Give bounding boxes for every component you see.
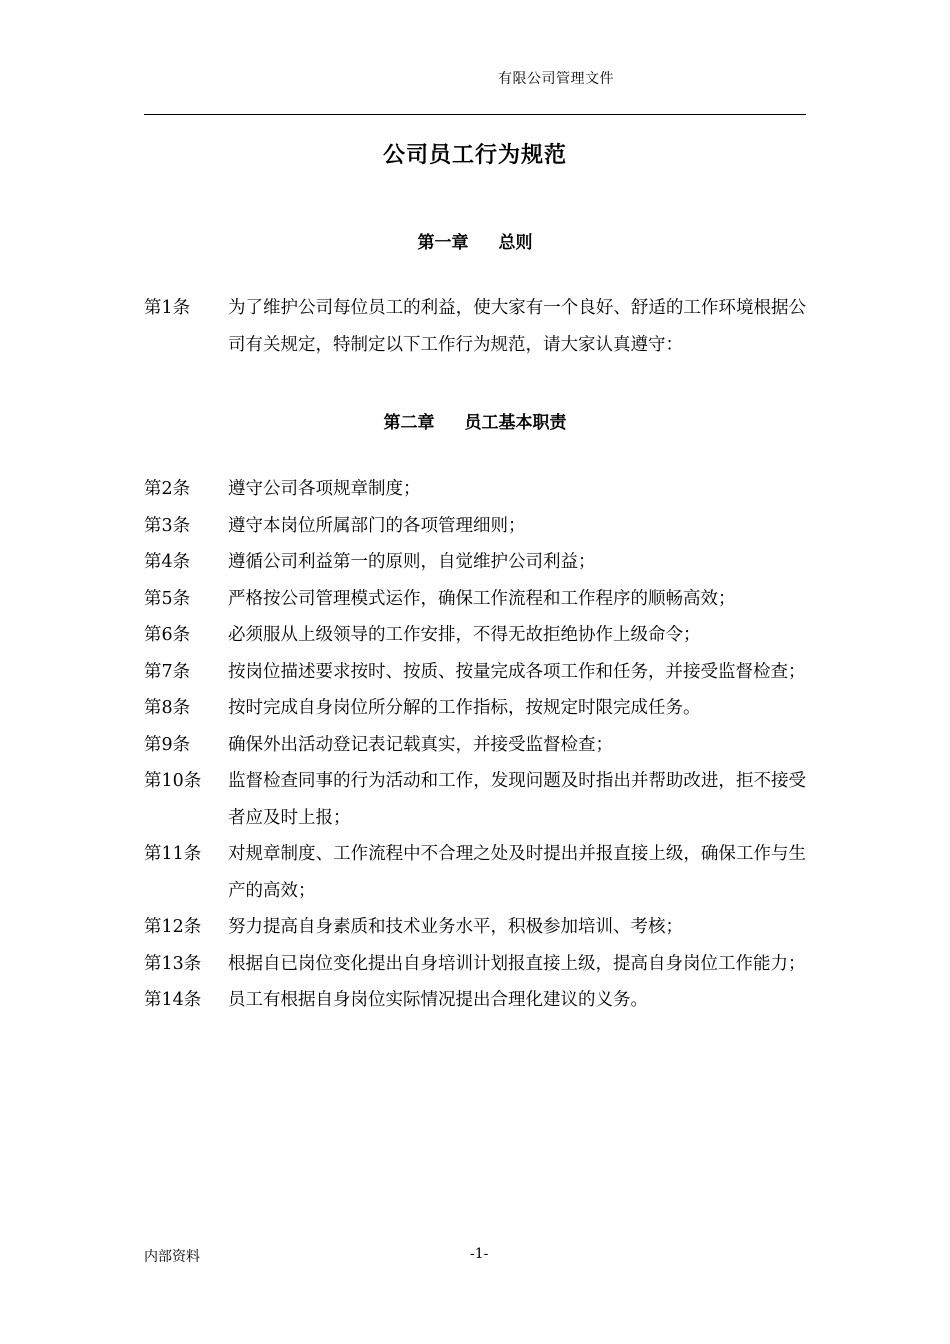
article-number: 第13条 [144,953,202,974]
article-text: 根据自已岗位变化提出自身培训计划报直接上级，提高自身岗位工作能力； [228,953,806,974]
article-number: 第7条 [144,661,191,682]
article [144,654,806,691]
document-title: 公司员工行为规范 [382,142,567,168]
article-text: 对规章制度、工作流程中不合理之处及时提出并报直接上级，确保工作与生产的高效； [228,844,806,901]
chapter-heading [144,408,806,433]
article [144,544,806,581]
article-text: 按岗位描述要求按时、按质、按量完成各项工作和任务，并接受监督检查； [228,661,806,682]
article-text: 严格按公司管理模式运作，确保工作流程和工作程序的顺畅高效； [228,588,736,609]
article-number: 第8条 [144,698,191,718]
article [144,727,806,764]
article [144,617,806,654]
article [144,290,806,363]
article-text: 确保外出活动登记表记载真实，并接受监督检查； [228,734,613,755]
article-list [144,290,806,363]
article-text: 遵守公司各项规章制度； [228,479,421,499]
article [144,836,806,909]
page-number: -1- [470,1246,489,1262]
article [144,909,806,946]
article [144,690,806,727]
article-text: 遵循公司利益第一的原则，自觉维护公司利益； [228,552,596,572]
article-text: 遵守本岗位所属部门的各项管理细则； [228,515,526,536]
article-text: 为了维护公司每位员工的利益，使大家有一个良好、舒适的工作环境根据公司有关规定，特制定以下工作行为规范，请大家认真遵守： [228,298,806,355]
article [144,763,806,836]
chapter-number: 第一章 [417,233,469,253]
article-text: 按时完成自身岗位所分解的工作指标，按规定时限完成任务。 [228,698,701,718]
chapter-number: 第二章 [383,413,435,433]
article-number: 第9条 [144,734,191,755]
article [144,946,806,983]
article [144,471,806,508]
footer-label: 内部资料 [144,1249,200,1265]
article-number: 第2条 [144,479,191,499]
article [144,508,806,545]
article [144,982,806,1019]
article-text: 必须服从上级领导的工作安排，不得无故拒绝协作上级命令； [228,625,701,645]
article-number: 第11条 [144,844,202,864]
article [144,581,806,618]
article-number: 第1条 [144,298,191,318]
article-text: 努力提高自身素质和技术业务水平，积极参加培训、考核； [228,917,683,937]
article-number: 第3条 [144,515,191,536]
chapter-name: 总则 [498,233,533,253]
article-text: 监督检查同事的行为活动和工作，发现问题及时指出并帮助改进，拒不接受者应及时上报； [228,771,806,828]
article-number: 第6条 [144,625,191,645]
article-number: 第12条 [144,917,202,937]
article-number: 第14条 [144,990,202,1010]
article-number: 第4条 [144,552,191,572]
chapter-name: 员工基本职责 [464,413,567,433]
article-list [144,471,806,1019]
article-number: 第5条 [144,588,191,609]
article-text: 员工有根据自身岗位实际情况提出合理化建议的义务。 [228,990,648,1010]
article-number: 第10条 [144,771,202,791]
header-divider [144,114,806,115]
chapter-heading [144,228,806,253]
running-header: 有限公司管理文件 [498,71,614,87]
